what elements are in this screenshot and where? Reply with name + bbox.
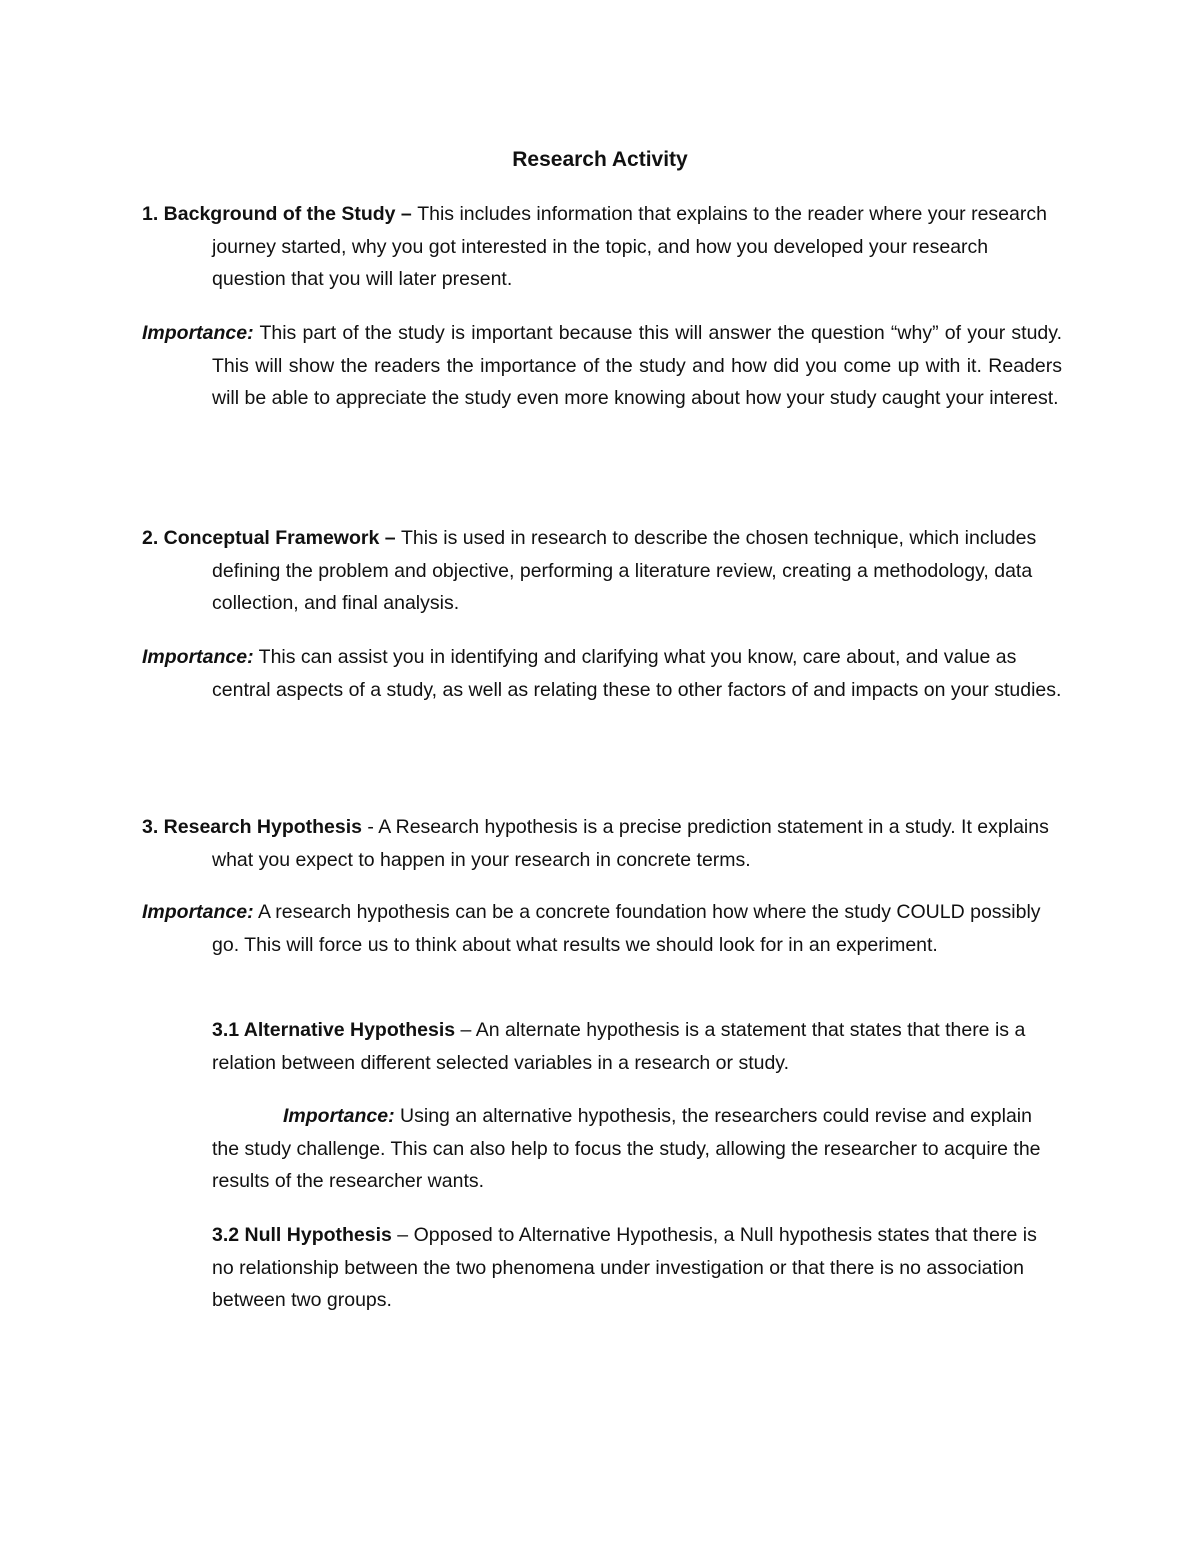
section-2-importance-label: Importance: bbox=[142, 646, 254, 668]
section-2-importance-body: This can assist you in identifying and clarifying what you know, care about, and value as central aspects of a study, as well as relating these to other factors of and impacts on your studies. bbox=[212, 646, 1062, 701]
subsection-3-2-body: – Opposed to Alternative Hypothesis, a Null hypothesis states that there is no relationship between the two phenomena under investigation or that there is no association between two groups. bbox=[212, 1224, 1037, 1311]
section-1-importance-body: This part of the study is important because this will answer the question “why” of your study. This will show the readers the importance of the study and how did you come up with it. Readers will be able to appreciate the study even more knowing about how your study caught your interest. bbox=[212, 322, 1062, 409]
section-2-definition bbox=[142, 522, 1062, 620]
subsection-3-2-definition bbox=[212, 1219, 1052, 1317]
section-3-body: - A Research hypothesis is a precise prediction statement in a study. It explains what you expect to happen in your research in concrete terms. bbox=[212, 816, 1049, 871]
subsection-3-2-heading: 3.2 Null Hypothesis bbox=[212, 1224, 392, 1246]
section-3-importance bbox=[142, 896, 1062, 961]
section-2-body: This is used in research to describe the chosen technique, which includes defining the problem and objective, performing a literature review, creating a methodology, data collection, and final analysis. bbox=[212, 527, 1037, 614]
document-title: Research Activity bbox=[512, 148, 688, 171]
section-3-importance-label: Importance: bbox=[142, 901, 254, 923]
section-1-importance-label: Importance: bbox=[142, 322, 254, 344]
subsection-3-1-heading: 3.1 Alternative Hypothesis bbox=[212, 1019, 456, 1041]
section-3-definition bbox=[142, 811, 1062, 876]
section-3-importance-body: A research hypothesis can be a concrete foundation how where the study COULD possibly go. This will force us to think about what results we should look for in an experiment. bbox=[212, 901, 1041, 956]
section-1-definition bbox=[142, 198, 1062, 296]
section-3-heading: 3. Research Hypothesis bbox=[142, 816, 363, 838]
section-1-body: This includes information that explains to the reader where your research journey started, why you got interested in the topic, and how you developed your research question that you will later present. bbox=[212, 203, 1047, 290]
section-1-heading: 1. Background of the Study – bbox=[142, 203, 418, 225]
section-2-importance bbox=[142, 641, 1062, 706]
section-2-heading: 2. Conceptual Framework – bbox=[142, 527, 401, 549]
subsection-3-1-importance bbox=[212, 1100, 1052, 1198]
subsection-3-1-importance-body: Using an alternative hypothesis, the researchers could revise and explain the study challenge. This can also help to focus the study, allowing the researcher to acquire the results of the researcher wants. bbox=[212, 1105, 1041, 1192]
subsection-3-1-definition bbox=[212, 1014, 1052, 1079]
subsection-3-1-importance-label: Importance: bbox=[283, 1105, 395, 1127]
subsection-3-1-body: – An alternate hypothesis is a statement that states that there is a relation between different selected variables in a research or study. bbox=[212, 1019, 1026, 1074]
section-1-importance bbox=[142, 317, 1062, 415]
